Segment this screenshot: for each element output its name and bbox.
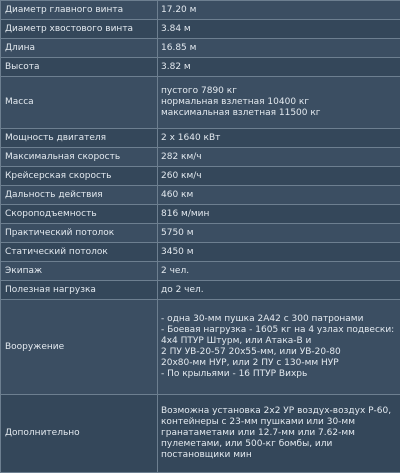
row-label: Дальность действия — [1, 186, 158, 205]
row-label: Вооружение — [1, 300, 158, 395]
row-label: Статический потолок — [1, 243, 158, 262]
row-label: Крейсерская скорость — [1, 167, 158, 186]
row-value: - одна 30-мм пушка 2А42 с 300 патронами - Боевая нагрузка - 1605 кг на 4 узлах подвески: 4х4 ПТУР Штурм, или Атака-В и 2 ПУ УВ-20-57 20х55-мм, или УВ-20-80 20х80-мм НУР, или 2 ПУ с 130-мм НУР - По крыльями - 16 ПТУР Вихрь — [158, 300, 400, 395]
table-row-mass — [1, 77, 400, 129]
row-value: Возможна установка 2х2 УР воздух-воздух Р-60, контейнеры с 23-мм пушками или 30-мм гранатаметами или 12.7-мм или 7.62-мм пулеметами, или 500-кг бомбы, или постановщики мин — [158, 395, 400, 473]
table-row-engine-power — [1, 129, 400, 148]
table-row-hover-ceiling — [1, 243, 400, 262]
row-value: 816 м/мин — [158, 205, 400, 224]
table-row-tail-rotor-diameter — [1, 20, 400, 39]
table-row-cruise-speed — [1, 167, 400, 186]
table-row-rotor-diameter — [1, 1, 400, 20]
row-value: 282 км/ч — [158, 148, 400, 167]
table-row-range — [1, 186, 400, 205]
table-row-crew — [1, 262, 400, 281]
row-value: пустого 7890 кг нормальная взлетная 10400 кг максимальная взлетная 11500 кг — [158, 77, 400, 129]
row-value: 16.85 м — [158, 39, 400, 58]
table-row-length — [1, 39, 400, 58]
row-label: Практический потолок — [1, 224, 158, 243]
row-label: Дополнительно — [1, 395, 158, 473]
row-label: Мощность двигателя — [1, 129, 158, 148]
table-row-service-ceiling — [1, 224, 400, 243]
table-row-max-speed — [1, 148, 400, 167]
row-value: 3450 м — [158, 243, 400, 262]
specifications-body — [1, 1, 400, 473]
row-value: до 2 чел. — [158, 281, 400, 300]
table-row-height — [1, 58, 400, 77]
table-row-armament — [1, 300, 400, 395]
row-label: Длина — [1, 39, 158, 58]
row-value: 2 х 1640 кВт — [158, 129, 400, 148]
row-label: Скороподъемность — [1, 205, 158, 224]
row-value: 460 км — [158, 186, 400, 205]
row-label: Масса — [1, 77, 158, 129]
row-label: Диаметр главного винта — [1, 1, 158, 20]
row-value: 3.82 м — [158, 58, 400, 77]
table-row-additional — [1, 395, 400, 473]
row-label: Полезная нагрузка — [1, 281, 158, 300]
row-label: Диаметр хвостового винта — [1, 20, 158, 39]
table-row-climb-rate — [1, 205, 400, 224]
row-label: Высота — [1, 58, 158, 77]
table-row-payload — [1, 281, 400, 300]
row-value: 17.20 м — [158, 1, 400, 20]
row-label: Максимальная скорость — [1, 148, 158, 167]
row-value: 260 км/ч — [158, 167, 400, 186]
row-value: 5750 м — [158, 224, 400, 243]
row-label: Экипаж — [1, 262, 158, 281]
row-value: 3.84 м — [158, 20, 400, 39]
row-value: 2 чел. — [158, 262, 400, 281]
